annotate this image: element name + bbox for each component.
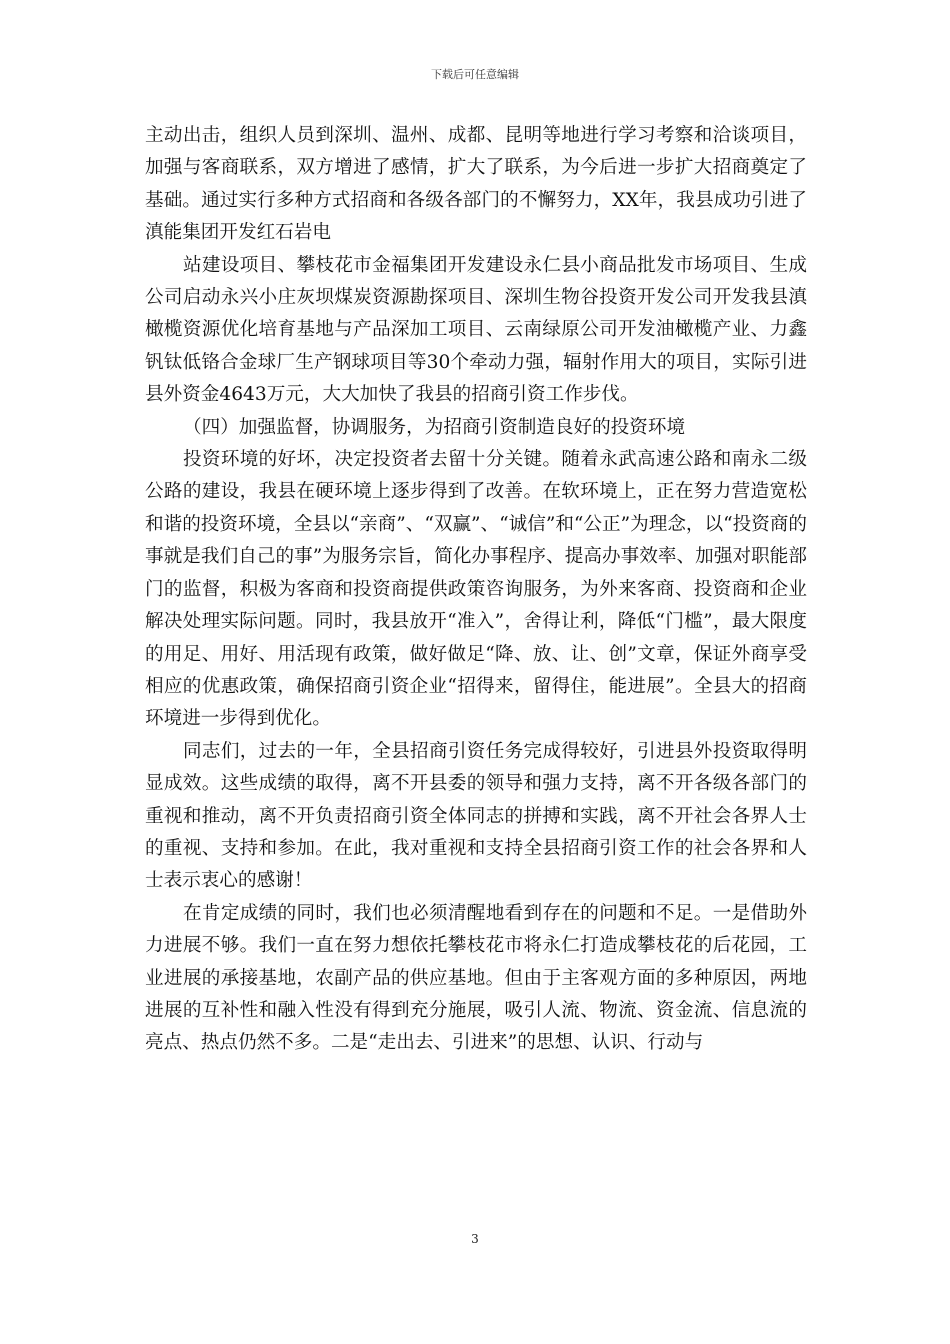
page-header: 下载后可任意编辑 [431,68,519,81]
paragraph: 投资环境的好坏，决定投资者去留十分关键。随着永武高速公路和南永二级公路的建设，我县在硬环境上逐步得到了改善。在软环境上，正在努力营造宽松和谐的投资环境，全县以“亲商”、“双赢”、“诚信”和“公正”为理念，以“投资商的事就是我们自己的事”为服务宗旨，简化办事程序、提高办事效率、加强对职能部门的监督，积极为客商和投资商提供政策咨询服务，为外来客商、投资商和企业解决处理实际问题。同时，我县放开“准入”，舍得让利，降低“门槛”，最大限度的用足、用好、用活现有政策，做好做足“降、放、让、创”文章，保证外商享受相应的优惠政策，确保招商引资企业“招得来，留得住，能进展”。全县大的招商环境进一步得到优化。 [145,449,807,730]
paragraph: 同志们，过去的一年，全县招商引资任务完成得较好，引进县外投资取得明显成效。这些成绩的取得，离不开县委的领导和强力支持，离不开各级各部门的重视和推动，离不开负责招商引资全体同志的拼搏和实践，离不开社会各界人士的重视、支持和参加。在此，我对重视和支持全县招商引资工作的社会各界和人士表示衷心的感谢！ [145,740,807,892]
page-number: 3 [471,1232,479,1246]
section-heading: （四）加强监督，协调服务，为招商引资制造良好的投资环境 [183,416,686,438]
paragraph: 站建设项目、攀枝花市金福集团开发建设永仁县小商品批发市场项目、生成公司启动永兴小庄灰坝煤炭资源勘探项目、深圳生物谷投资开发公司开发我县滇橄榄资源优化培育基地与产品深加工项目、云南绿原公司开发油橄榄产业、力鑫钒钛低铬合金球厂生产钢球项目等30个牵动力强，辐射作用大的项目，实际引进县外资金4643万元，大大加快了我县的招商引资工作步伐。 [145,254,807,406]
paragraph: 在肯定成绩的同时，我们也必须清醒地看到存在的问题和不足。一是借助外力进展不够。我们一直在努力想依托攀枝花市将永仁打造成攀枝花的后花园，工业进展的承接基地，农副产品的供应基地。但由于主客观方面的多种原因，两地进展的互补性和融入性没有得到充分施展，吸引人流、物流、资金流、信息流的亮点、热点仍然不多。二是“走出去、引进来”的思想、认识、行动与 [145,902,807,1054]
paragraph-continued: 主动出击，组织人员到深圳、温州、成都、昆明等地进行学习考察和洽谈项目，加强与客商联系，双方增进了感情，扩大了联系，为今后进一步扩大招商奠定了基础。通过实行多种方式招商和各级各部门的不懈努力，XX年，我县成功引进了滇能集团开发红石岩电 [145,125,807,244]
document-body [145,120,807,1060]
